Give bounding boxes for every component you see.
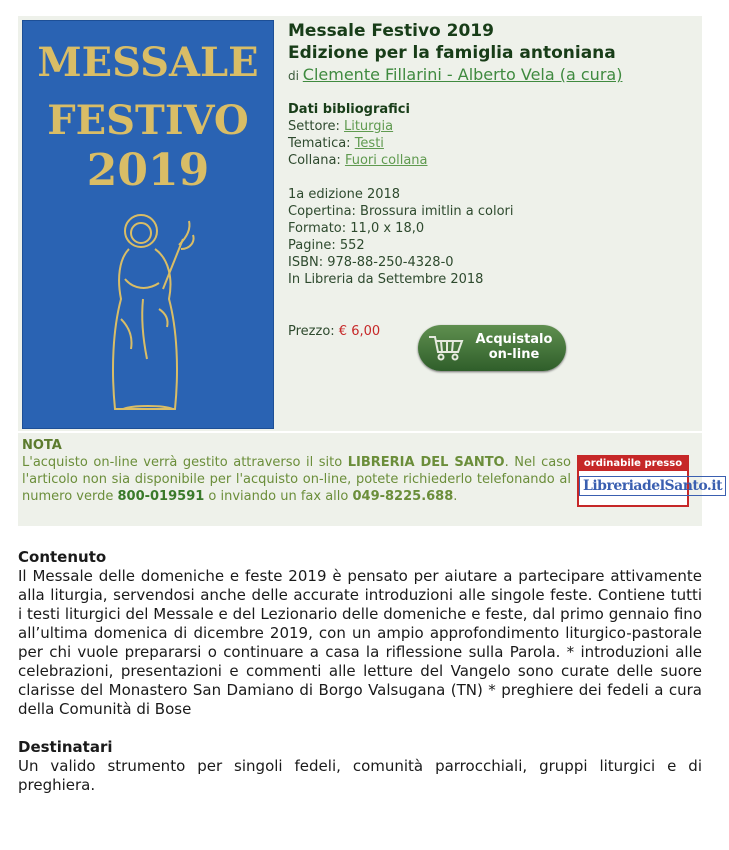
settore-label: Settore:: [288, 119, 340, 134]
collana-label: Collana:: [288, 153, 341, 168]
by-prefix: di: [288, 69, 299, 83]
description-section: [18, 548, 702, 795]
settore-row: [288, 118, 698, 135]
buy-online-button[interactable]: [418, 325, 566, 371]
tematica-row: [288, 135, 698, 152]
nota-text: [22, 437, 571, 505]
isbn-line: ISBN: 978-88-250-4328-0: [288, 255, 454, 270]
saint-anthony-illustration: [103, 209, 195, 421]
destinatari-heading: Destinatari: [18, 738, 113, 756]
destinatari-section: [18, 738, 702, 795]
libreria-logo-text: LibreriadelSanto.it: [579, 476, 726, 496]
book-info: [288, 20, 698, 288]
nota-text-part4: .: [453, 489, 458, 504]
nota-title: NOTA: [22, 438, 62, 453]
settore-link[interactable]: Liturgia: [343, 119, 394, 134]
cover-type-line: Copertina: Brossura imitlin a colori: [288, 204, 514, 219]
collana-link[interactable]: Fuori collana: [344, 153, 428, 168]
store-name: LIBRERIA DEL SANTO: [347, 455, 505, 470]
bibliographic-heading: Dati bibliografici: [288, 102, 410, 117]
release-date-line: In Libreria da Settembre 2018: [288, 272, 484, 287]
nota-box: [18, 433, 723, 526]
cover-year: 2019: [86, 145, 210, 196]
price: [288, 324, 380, 339]
contenuto-text: Il Messale delle domeniche e feste 2019 è pensato per aiutare a partecipare attivamente alla liturgia, servendosi anche delle accurate introduzioni alle singole feste. Contiene tutti i testi liturgici del Messale e del Lezionario delle domeniche e feste, dal primo gennaio fino all’ultima domenica di dicembre 2019, con un ampio approfondimento liturgico-pastorale per chi vuole prepararsi o continuare a casa la riflessione sulla Parola. * introduzioni alle celebrazioni, presentazioni e commenti alle letture del Vangelo sono curate delle suore clarisse del Monastero San Damiano di Borgo Valsugana (TN) * preghiere dei fedeli a cura della Comunità di Bose: [18, 567, 702, 718]
shopping-cart-icon: [428, 334, 464, 362]
tematica-link[interactable]: Testi: [354, 136, 384, 151]
book-cover-image[interactable]: [22, 20, 274, 429]
buy-label-line1: Acquistalo: [475, 332, 553, 347]
nota-text-part3: o inviando un fax allo: [204, 489, 353, 504]
edition-line: 1a edizione 2018: [288, 187, 401, 202]
contenuto-heading: Contenuto: [18, 548, 107, 566]
book-title: Messale Festivo 2019: [288, 21, 494, 41]
book-subtitle: Edizione per la famiglia antoniana: [288, 43, 616, 63]
toll-free-number: 800-019591: [117, 489, 205, 504]
badge-caption: ordinabile presso: [579, 457, 687, 471]
price-label: Prezzo:: [288, 324, 335, 339]
nota-text-part1: L'acquisto on-line verrà gestito attraverso il sito: [22, 455, 348, 470]
fax-number: 049-8225.688: [352, 489, 454, 504]
format-line: Formato: 11,0 x 18,0: [288, 221, 425, 236]
pages-line: Pagine: 552: [288, 238, 365, 253]
price-value: € 6,00: [338, 324, 381, 339]
buy-label-line2: on-line: [488, 347, 540, 362]
destinatari-text: Un valido strumento per singoli fedeli, comunità parrocchiali, gruppi liturgici e di preghiera.: [18, 757, 702, 794]
edition-details: [288, 186, 698, 288]
nota-text-part2: . Nel caso l'articolo non sia disponibile per l'acquisto on-line, potete richiederlo telefonando al numero verde: [22, 455, 572, 504]
book-authors-line: [288, 64, 698, 87]
cover-title-line2: FESTIVO: [47, 97, 249, 144]
authors-link[interactable]: Clemente Fillarini - Alberto Vela (a cura): [302, 65, 623, 84]
tematica-label: Tematica:: [288, 136, 351, 151]
collana-row: [288, 152, 698, 169]
cover-title-line1: MESSALE: [37, 39, 259, 86]
libreria-logo: [579, 471, 723, 501]
libreria-del-santo-badge[interactable]: [577, 455, 723, 507]
buy-button-label: [468, 332, 560, 362]
